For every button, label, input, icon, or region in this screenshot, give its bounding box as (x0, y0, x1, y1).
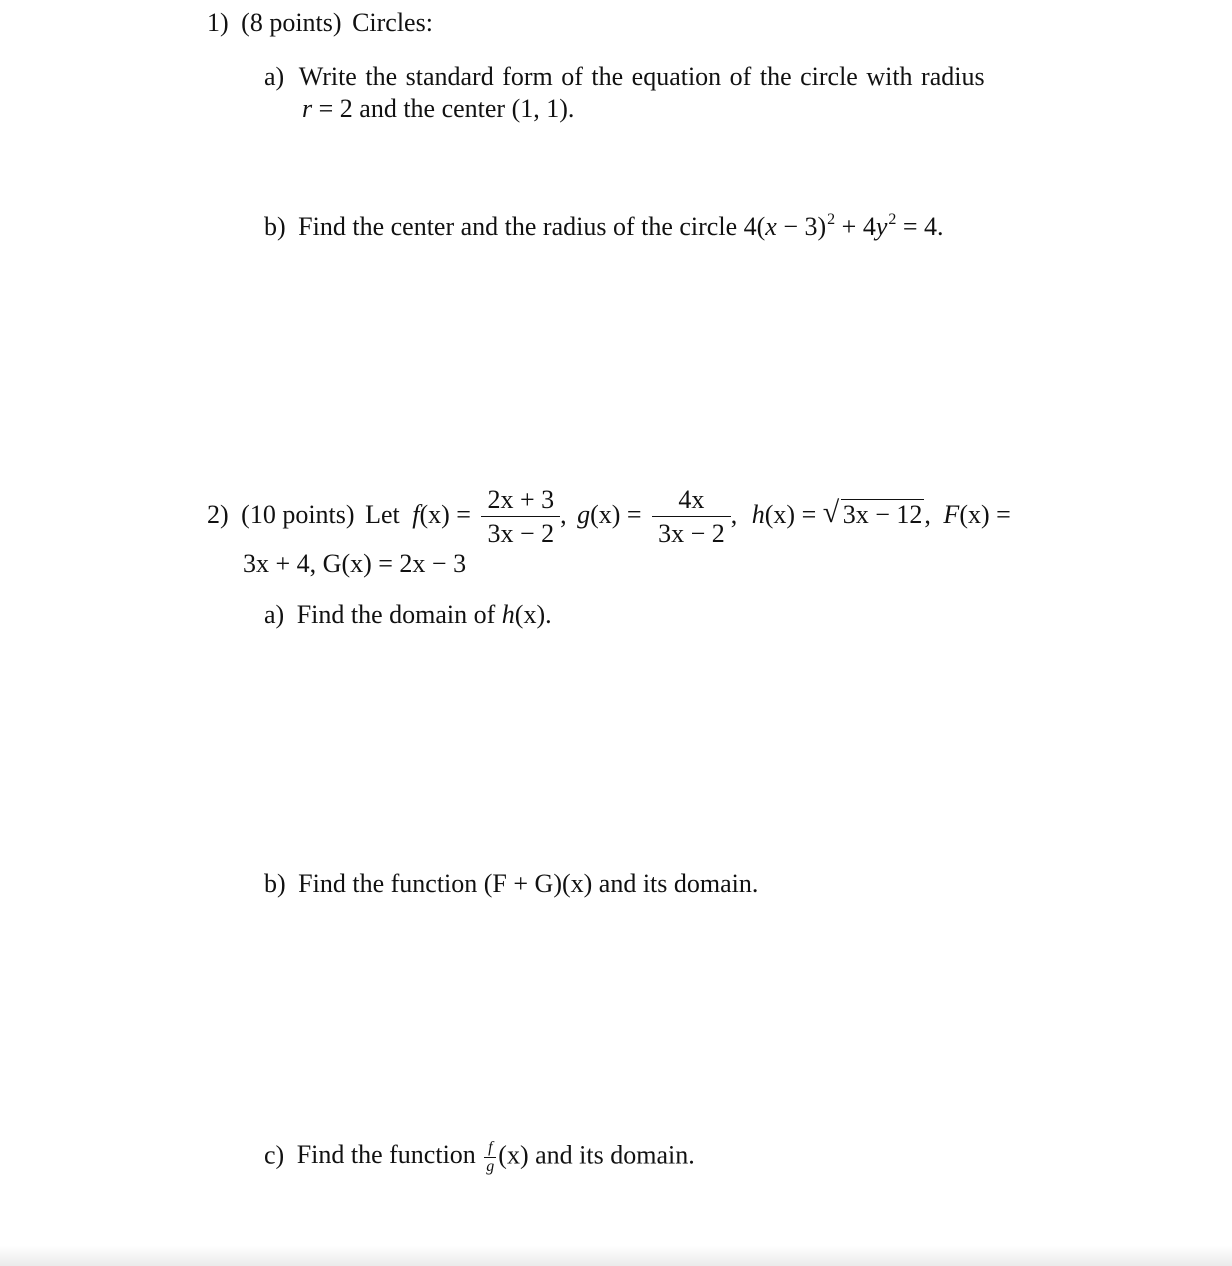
q2a-fn: h (501, 600, 515, 629)
q1-title: Circles: (352, 8, 433, 37)
q1b-end: = 4. (896, 212, 944, 241)
q1a-text-line1: Write the standard form of the equation of the circle with radius (298, 62, 985, 91)
q1a-text-line2: = 2 and the center (1, 1). (312, 94, 575, 123)
q1b-plus: + 4 (835, 212, 876, 241)
q2c-line (264, 1140, 695, 1175)
q2-g-arg: (x) = (590, 499, 642, 529)
q2-line2-text: 3x + 4, G(x) = 2x − 3 (243, 549, 467, 578)
q2c-numerator: f (484, 1140, 496, 1158)
q2c-fraction (484, 1140, 496, 1175)
q2-g-numerator: 4x (652, 486, 731, 517)
q2a-arg: (x). (514, 600, 552, 629)
q1-number: 1) (207, 8, 229, 37)
q2c-post: (x) and its domain. (498, 1140, 695, 1170)
q2-f-fraction (481, 486, 560, 548)
q2-h-arg: (x) = (764, 499, 817, 529)
q1-points: (8 points) (241, 8, 342, 37)
q2-f-denominator: 3x − 2 (487, 519, 555, 549)
q2-F-arg: (x) = (959, 499, 1011, 529)
q1b-x: x (765, 212, 777, 241)
q2b-label: b) (264, 869, 286, 898)
page-bottom-edge (0, 1246, 1232, 1266)
q2-F-label: F (943, 499, 960, 529)
q2a-text: Find the domain of (296, 600, 502, 629)
q1b-exp2: 2 (888, 211, 897, 228)
q2-h-sqrt (822, 495, 925, 530)
q2-f-numerator: 2x + 3 (481, 486, 560, 517)
q2b-text: Find the function (F + G)(x) and its domain. (298, 869, 759, 898)
q1b-label: b) (264, 212, 286, 241)
q1b-exp1: 2 (827, 211, 836, 228)
q2-g-label: g (577, 499, 591, 529)
q2c-label: c) (264, 1140, 285, 1170)
q1b-line (264, 211, 944, 241)
q1-heading (207, 10, 433, 36)
q2-f-arg: (x) = (419, 499, 471, 529)
q2c-pre: Find the function (296, 1140, 483, 1170)
q2-points: (10 points) (241, 499, 355, 529)
q1a-r-var: r (302, 94, 313, 123)
sqrt-symbol-icon: √ (822, 495, 840, 529)
q1a-label: a) (264, 62, 285, 91)
q2-h-radicand: 3x − 12 (842, 499, 923, 529)
q2-line2 (243, 551, 466, 577)
q2-g-fraction (652, 486, 731, 548)
q2a-line (264, 602, 552, 628)
q1a-line1 (264, 64, 985, 90)
q2-number: 2) (207, 499, 229, 529)
q2-let: Let (365, 499, 400, 529)
q2-h-label: h (751, 499, 765, 529)
q2-f-label: f (412, 499, 420, 529)
q2a-label: a) (264, 600, 285, 629)
q1b-text: Find the center and the radius of the circle 4( (298, 212, 766, 241)
q2b-line (264, 871, 758, 897)
q2-line1: 2) (10 points) Let f(x) = $\frac{2x + 3}{3x - 2}$ , g(x) = $\frac{4x}{3x - 2}$ , h(x) = √ 3x − 12, F(x) = (207, 485, 1011, 549)
q1b-y: y (875, 212, 888, 241)
q1a-line2 (302, 96, 574, 122)
q2c-denominator: g (486, 1158, 495, 1175)
q2-g-denominator: 3x − 2 (658, 519, 725, 549)
q1b-mid: − 3) (776, 212, 827, 241)
